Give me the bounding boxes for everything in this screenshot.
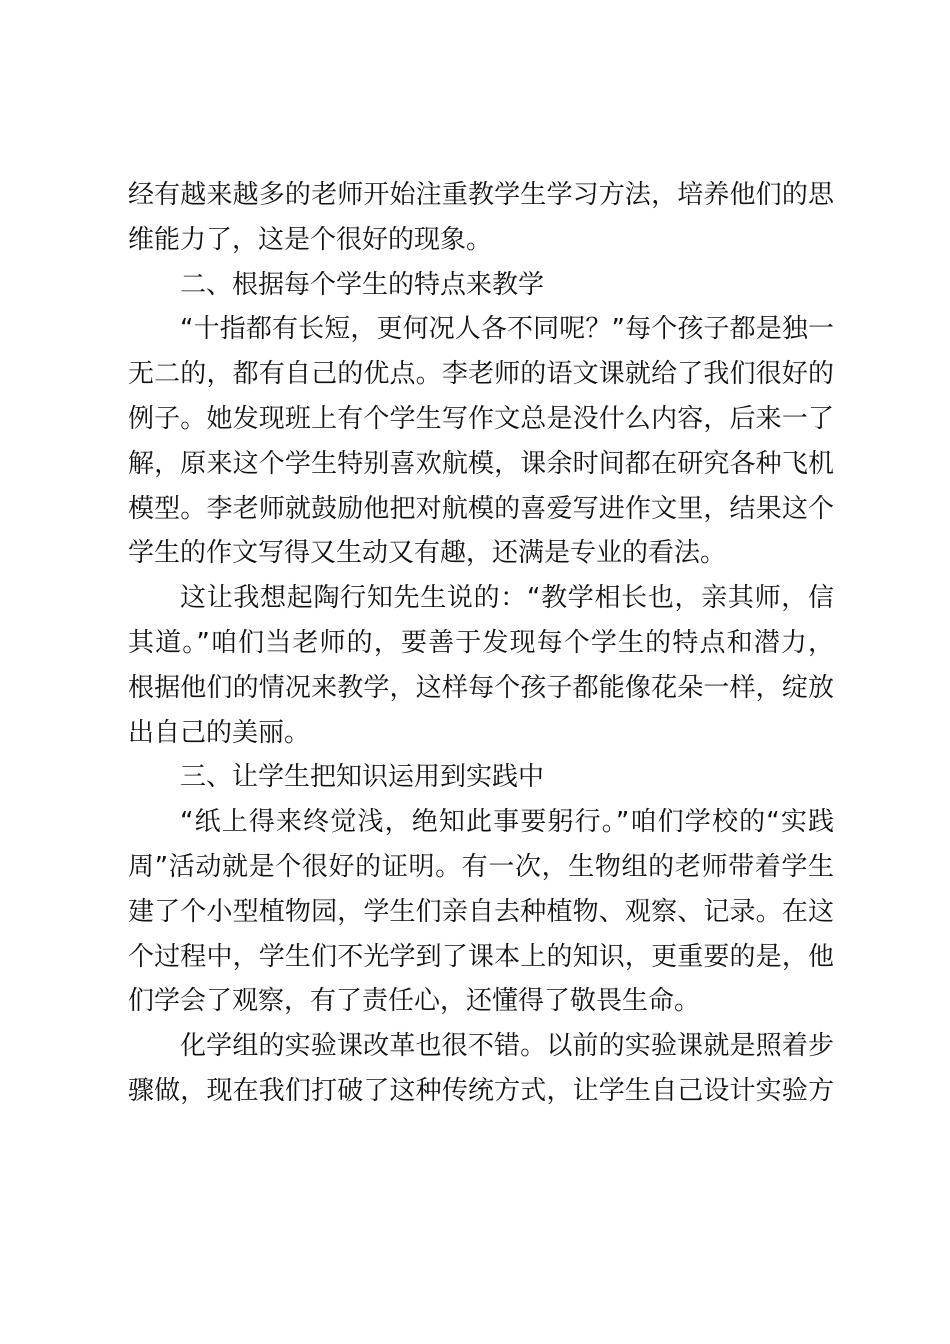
text-line: 根据他们的情况来教学，这样每个孩子都能像花朵一样，绽放 — [128, 672, 834, 703]
text-line: 经有越来越多的老师开始注重教学生学习方法，培养他们的思 — [128, 180, 834, 210]
text-line: 们学会了观察，有了责任心，还懂得了敬畏生命。 — [128, 986, 701, 1017]
text-line: 维能力了，这是个很好的现象。 — [128, 224, 493, 255]
text-line: 无二的，都有自己的优点。李老师的语文课就给了我们很好的 — [128, 359, 834, 390]
text-line: 例子。她发现班上有个学生写作文总是没什么内容，后来一了 — [128, 403, 834, 434]
text-line: 骤做，现在我们打破了这种传统方式，让学生自己设计实验方 — [128, 1075, 834, 1106]
document-body — [128, 173, 834, 1114]
text-line: 化学组的实验课改革也很不错。以前的实验课就是照着步 — [180, 1031, 834, 1062]
text-line: 二、根据每个学生的特点来教学 — [180, 269, 545, 300]
text-line: “十指都有长短，更何况人各不同呢？”每个孩子都是独一 — [180, 314, 834, 345]
text-line: 解，原来这个学生特别喜欢航模，课余时间都在研究各种飞机 — [128, 448, 834, 479]
text-line: 其道。”咱们当老师的，要善于发现每个学生的特点和潜力， — [128, 627, 834, 658]
text-line: 建了个小型植物园，学生们亲自去种植物、观察、记录。在这 — [128, 896, 834, 927]
text-line: “纸上得来终觉浅，绝知此事要躬行。”咱们学校的“实践 — [180, 807, 834, 838]
text-line: 这让我想起陶行知先生说的：“教学相长也，亲其师，信 — [180, 583, 834, 614]
text-line: 周”活动就是个很好的证明。有一次，生物组的老师带着学生 — [128, 851, 834, 882]
text-line: 三、让学生把知识运用到实践中 — [180, 762, 545, 793]
text-line: 学生的作文写得又生动又有趣，还满是专业的看法。 — [128, 538, 727, 569]
text-line: 个过程中，学生们不光学到了课本上的知识，更重要的是，他 — [128, 941, 834, 972]
text-line: 出自己的美丽。 — [128, 717, 311, 748]
text-line: 模型。李老师就鼓励他把对航模的喜爱写进作文里，结果这个 — [128, 493, 834, 524]
